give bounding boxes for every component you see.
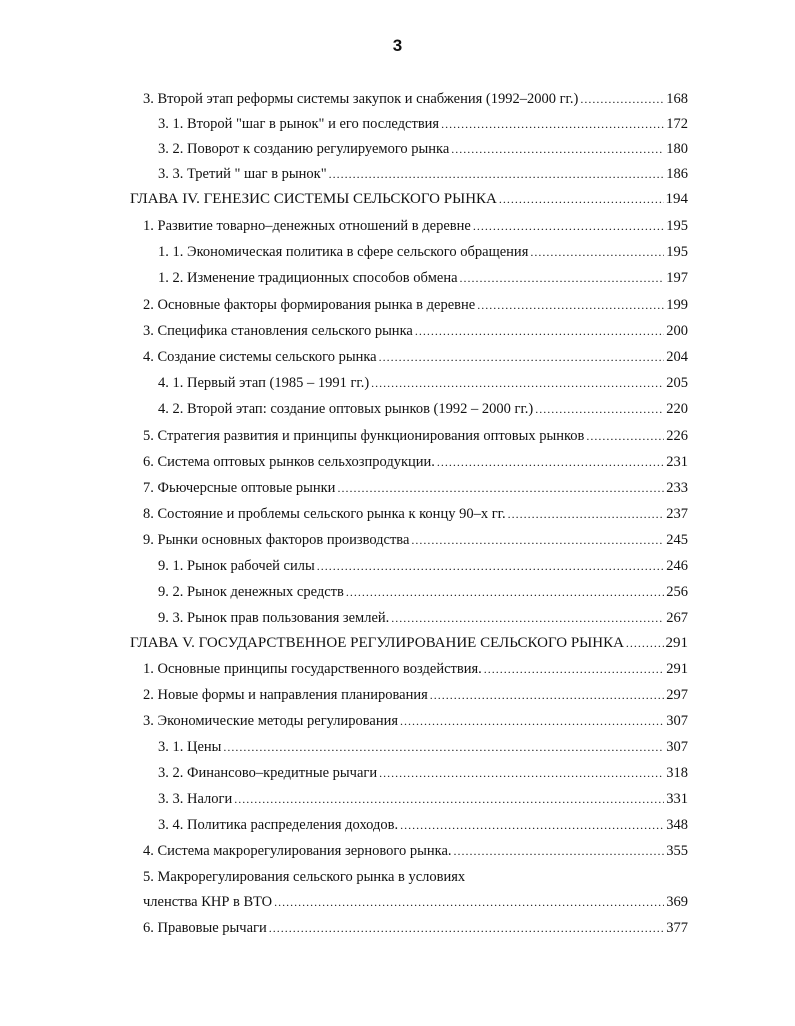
toc-entry (143, 529, 688, 551)
toc-entry-label: 9. 1. Рынок рабочей силы (158, 558, 315, 574)
toc-entry (143, 346, 688, 368)
toc-entry-label: 3. 1. Второй "шаг в рынок" и его последствия (158, 116, 440, 132)
toc-entry-page: 307 (666, 739, 688, 755)
toc-entry (158, 138, 688, 160)
toc-entry-page: 186 (666, 166, 688, 182)
toc-leader-dots (580, 88, 664, 110)
toc-leader-dots (499, 188, 664, 210)
toc-entry (143, 88, 688, 110)
toc-entry-page: 195 (666, 218, 688, 234)
toc-entry-label: 3. Второй этап реформы системы закупок и снабжения (1992–2000 гг.) (143, 91, 579, 107)
toc-leader-dots (234, 788, 664, 810)
toc-leader-dots (484, 658, 664, 680)
toc-leader-dots (379, 346, 665, 368)
toc-entry-label: 9. 3. Рынок прав пользования землей. (158, 610, 390, 626)
toc-entry-label: 9. 2. Рынок денежных средств (158, 584, 344, 600)
toc-chapter-label: ГЛАВА V. ГОСУДАРСТВЕННОЕ РЕГУЛИРОВАНИЕ СЕЛЬСКОГО РЫНКА (130, 635, 624, 651)
toc-entry-label: 4. Система макрорегулирования зернового рынка. (143, 843, 452, 859)
toc-entry-label: 6. Правовые рычаги (143, 920, 267, 936)
toc-leader-dots (441, 113, 664, 135)
toc-chapter (130, 632, 688, 654)
toc-entry-page: 267 (666, 610, 688, 626)
toc-entry-page: 205 (666, 375, 688, 391)
toc-entry-page: 245 (666, 532, 688, 548)
toc-entry-page: 291 (666, 661, 688, 677)
toc-entry-label: 8. Состояние и проблемы сельского рынка к концу 90–х гг. (143, 506, 506, 522)
toc-entry-page: 197 (666, 270, 688, 286)
toc-entry-page: 297 (666, 687, 688, 703)
toc-entry-label: 3. Специфика становления сельского рынка (143, 323, 413, 339)
toc-entry (158, 814, 688, 836)
toc-entry (158, 163, 688, 185)
toc-leader-dots (477, 294, 664, 316)
toc-entry (143, 477, 688, 499)
toc-entry (158, 113, 688, 135)
toc-entry-page: 199 (666, 297, 688, 313)
toc-leader-dots (530, 241, 664, 263)
toc-entry (143, 215, 688, 237)
toc-entry-label: 1. Развитие товарно–денежных отношений в деревне (143, 218, 471, 234)
toc-leader-dots (437, 451, 664, 473)
toc-entry (158, 372, 688, 394)
toc-entry (143, 866, 688, 888)
toc-leader-dots (626, 632, 664, 654)
toc-entry-page: 168 (666, 91, 688, 107)
toc-entry-page: 291 (665, 635, 688, 651)
toc-entry-page: 226 (666, 428, 688, 444)
toc-entry-page: 246 (666, 558, 688, 574)
toc-entry-page: 355 (666, 843, 688, 859)
toc-leader-dots (329, 163, 665, 185)
toc-entry (143, 684, 688, 706)
toc-entry-page: 256 (666, 584, 688, 600)
toc-entry-label: 1. Основные принципы государственного воздействия. (143, 661, 482, 677)
toc-leader-dots (473, 215, 664, 237)
toc-leader-dots (411, 529, 664, 551)
toc-leader-dots (379, 762, 664, 784)
toc-entry-label: 3. 2. Поворот к созданию регулируемого рынка (158, 141, 450, 157)
toc-entry-page: 200 (666, 323, 688, 339)
toc-entry-page: 180 (666, 141, 688, 157)
toc-entry-page: 172 (666, 116, 688, 132)
toc-entry-page: 369 (666, 894, 688, 910)
toc-leader-dots (400, 710, 664, 732)
toc-entry-label: 1. 1. Экономическая политика в сфере сельского обращения (158, 244, 529, 260)
toc-entry-label: 3. 3. Третий " шаг в рынок" (158, 166, 327, 182)
toc-entry-label: 3. 4. Политика распределения доходов. (158, 817, 399, 833)
toc-leader-dots (269, 917, 665, 939)
toc-entry (143, 917, 688, 939)
toc-entry (143, 425, 688, 447)
toc-entry-page: 231 (666, 454, 688, 470)
toc-entry (158, 267, 688, 289)
toc-leader-dots (454, 840, 665, 862)
toc-leader-dots (586, 425, 664, 447)
toc-entry-label: 3. Экономические методы регулирования (143, 713, 399, 729)
toc-entry-label: 4. Создание системы сельского рынка (143, 349, 377, 365)
toc-entry-label: 3. 2. Финансово–кредитные рычаги (158, 765, 378, 781)
toc-entry-label: 3. 3. Налоги (158, 791, 233, 807)
toc-entry-label: 5. Макрорегулирования сельского рынка в условиях (143, 869, 466, 885)
toc-entry (158, 788, 688, 810)
toc-leader-dots (460, 267, 665, 289)
toc-entry (143, 320, 688, 342)
toc-entry-label: 2. Основные факторы формирования рынка в деревне (143, 297, 476, 313)
toc-leader-dots (451, 138, 664, 160)
toc-entry-label: 4. 2. Второй этап: создание оптовых рынков (1992 – 2000 гг.) (158, 401, 534, 417)
toc-leader-dots (346, 581, 664, 603)
toc-entry (158, 736, 688, 758)
toc-entry (143, 294, 688, 316)
toc-leader-dots (371, 372, 664, 394)
toc-entry-page: 233 (666, 480, 688, 496)
toc-entry (158, 555, 688, 577)
toc-entry (158, 241, 688, 263)
toc-leader-dots (430, 684, 664, 706)
toc-entry-page: 318 (666, 765, 688, 781)
toc-leader-dots (400, 814, 664, 836)
toc-entry-page: 194 (665, 191, 688, 207)
toc-leader-dots (317, 555, 665, 577)
toc-entry-label: 3. 1. Цены (158, 739, 222, 755)
toc-entry-label: 6. Система оптовых рынков сельхозпродукции. (143, 454, 435, 470)
toc-chapter (130, 188, 688, 210)
toc-leader-dots (508, 503, 665, 525)
toc-leader-dots (337, 477, 664, 499)
toc-entry (143, 658, 688, 680)
toc-entry-label: членства КНР в ВТО (143, 894, 273, 910)
toc-leader-dots (274, 891, 664, 913)
toc-entry (143, 710, 688, 732)
toc-leader-dots (535, 398, 664, 420)
toc-entry-label: 7. Фьючерсные оптовые рынки (143, 480, 336, 496)
toc-entry-page: 331 (666, 791, 688, 807)
toc-entry (143, 451, 688, 473)
toc-entry (158, 607, 688, 629)
toc-leader-dots (391, 607, 664, 629)
toc-entry-label: 9. Рынки основных факторов производства (143, 532, 410, 548)
toc-leader-dots (415, 320, 664, 342)
toc-entry (158, 762, 688, 784)
toc-entry-page: 220 (666, 401, 688, 417)
toc-entry (143, 503, 688, 525)
toc-entry-page: 195 (666, 244, 688, 260)
toc-entry-label: 5. Стратегия развития и принципы функционирования оптовых рынков (143, 428, 585, 444)
toc-entry-page: 307 (666, 713, 688, 729)
toc-entry (143, 891, 688, 913)
toc-leader-dots (223, 736, 664, 758)
toc-chapter-label: ГЛАВА IV. ГЕНЕЗИС СИСТЕМЫ СЕЛЬСКОГО РЫНКА (130, 191, 497, 207)
toc-entry (158, 398, 688, 420)
toc-entry-page: 377 (666, 920, 688, 936)
toc-entry-page: 237 (666, 506, 688, 522)
toc-entry-page: 204 (666, 349, 688, 365)
toc-entry-label: 4. 1. Первый этап (1985 – 1991 гг.) (158, 375, 370, 391)
page-number: 3 (392, 36, 403, 55)
toc-entry (158, 581, 688, 603)
toc-entry (143, 840, 688, 862)
toc-entry-label: 2. Новые формы и направления планирования (143, 687, 428, 703)
toc-entry-label: 1. 2. Изменение традиционных способов обмена (158, 270, 458, 286)
toc-entry-page: 348 (666, 817, 688, 833)
